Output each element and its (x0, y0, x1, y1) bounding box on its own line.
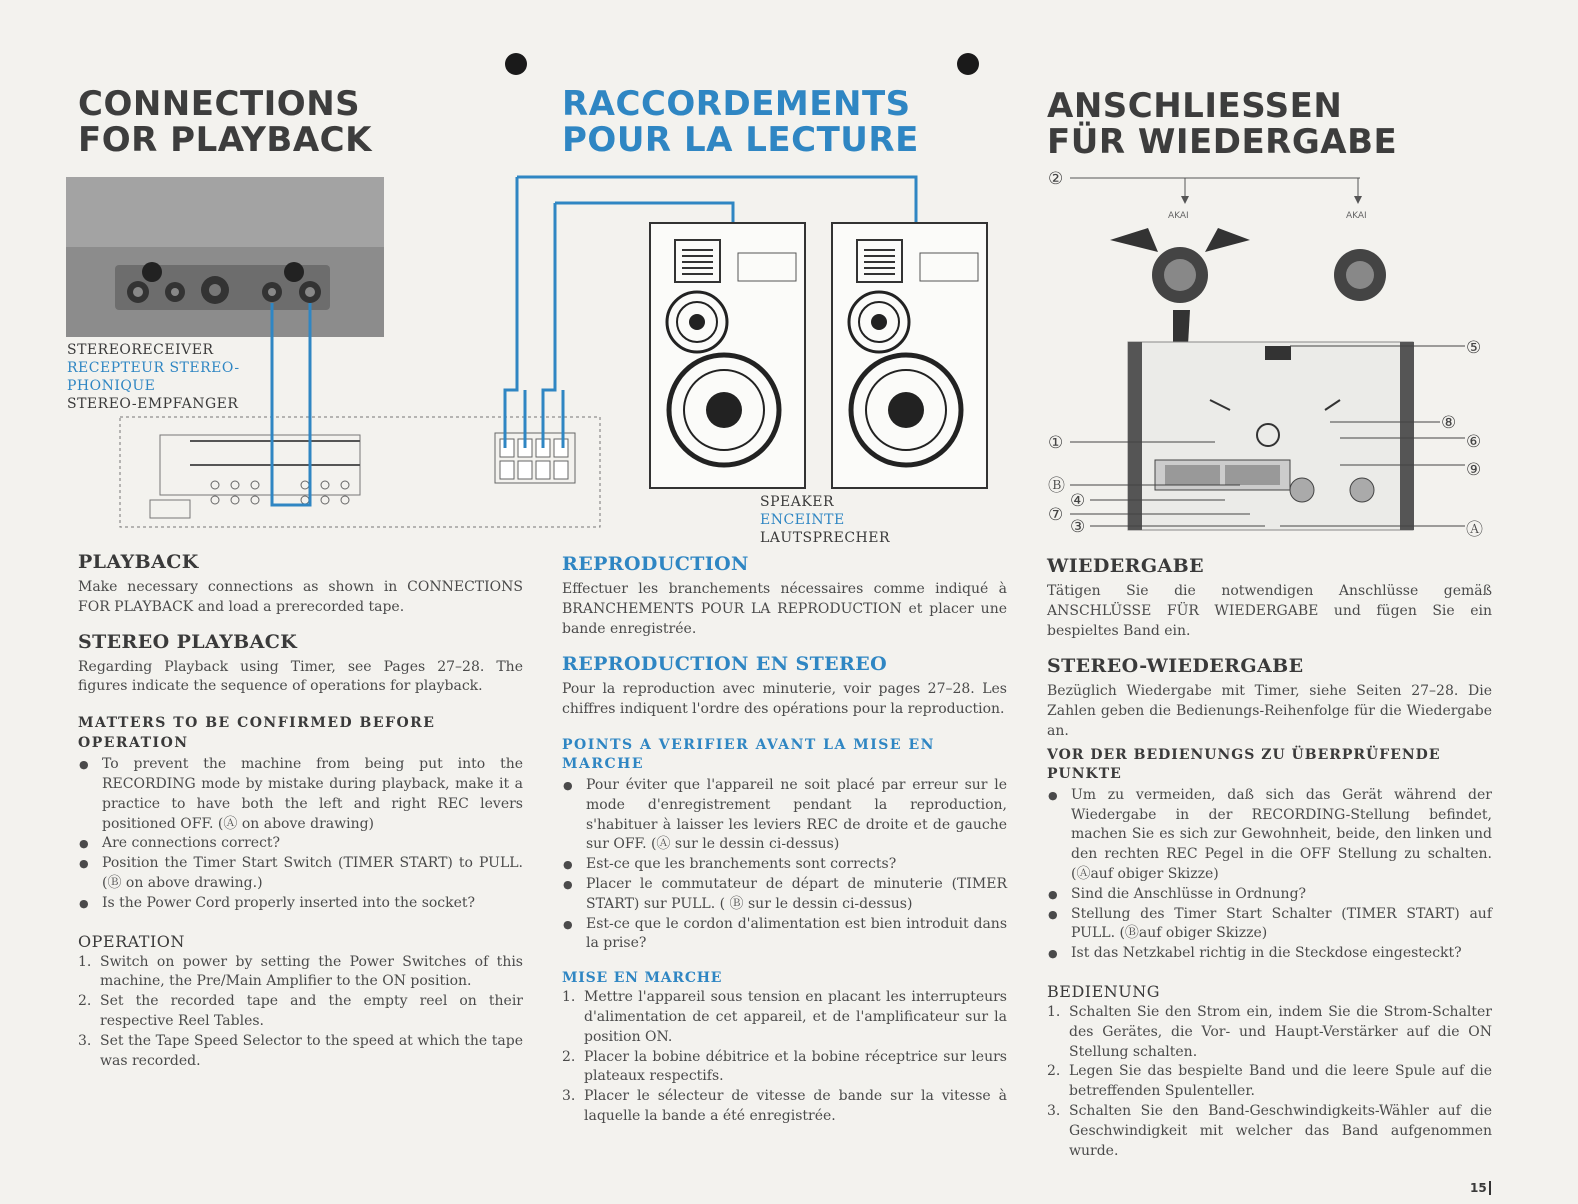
list-item: ● Are connections correct? (78, 834, 523, 854)
svg-text:⑥: ⑥ (1466, 432, 1482, 452)
svg-text:AKAI: AKAI (1346, 211, 1367, 221)
svg-text:③: ③ (1070, 517, 1086, 537)
paragraph: Regarding Playback using Timer, see Pages 27–28. The figures indicate the sequence of operations for playback. (78, 658, 523, 695)
page-number: 15 (1470, 1181, 1491, 1195)
checklist (1047, 786, 1492, 964)
list-item: ● Position the Timer Start Switch (TIMER START) to PULL. (Ⓑ on above drawing.) (78, 854, 523, 894)
list-item: ● Ist das Netzkabel richtig in die Steckdose eingesteckt? (1047, 944, 1492, 964)
list-item: ● Pour éviter que l'appareil ne soit placé par erreur sur le mode d'enregistrement pendant la reproduction, s'habituer à laisser les leviers REC de droite et de gauche sur OFF. (Ⓐ sur le dessin ci-dessus) (562, 776, 1007, 855)
svg-text:⑧: ⑧ (1441, 413, 1457, 433)
subsection-heading: VOR DER BEDIENUNGS ZU ÜBERPRÜFENDE PUNKTE (1047, 746, 1441, 782)
list-item: ● Is the Power Cord properly inserted into the socket? (78, 894, 523, 914)
svg-text:Ⓑ: Ⓑ (1048, 476, 1065, 496)
svg-text:④: ④ (1070, 491, 1086, 511)
title-german: ANSCHLIESSEN FÜR WIEDERGABE (1047, 86, 1398, 162)
checklist (562, 776, 1007, 954)
svg-text:②: ② (1048, 169, 1064, 189)
tape-deck-diagram (1040, 160, 1500, 550)
list-item: 3. Set the Tape Speed Selector to the speed at which the tape was recorded. (78, 1032, 523, 1069)
binder-hole-left (505, 53, 527, 75)
list-item: 1. Mettre l'appareil sous tension en placant les interrupteurs d'alimentation de cet appareil, et de l'amplificateur sur la position ON. (562, 989, 1007, 1045)
checklist (78, 755, 523, 913)
paragraph: Tätigen Sie die notwendigen Anschlüsse gemäß ANSCHLÜSSE FÜR WIEDERGABE und fügen Sie ein bespieltes Band ein. (1047, 583, 1492, 639)
paragraph: Make necessary connections as shown in CONNECTIONS FOR PLAYBACK and load a prerecorded tape. (78, 579, 523, 615)
title-english: CONNECTIONS FOR PLAYBACK (78, 84, 372, 160)
subsection-heading: BEDIENUNG (1047, 981, 1161, 1001)
list-item: 2. Legen Sie das bespielte Band und die leere Spule auf die betreffenden Spulenteller. (1047, 1063, 1492, 1100)
title-french: RACCORDEMENTS POUR LA LECTURE (562, 84, 919, 160)
list-item: 1. Switch on power by setting the Power Switches of this machine, the Pre/Main Amplifier to the ON position. (78, 953, 523, 990)
english-column (78, 551, 523, 1071)
list-item: 3. Schalten Sie den Band-Geschwindigkeits-Wähler auf die Geschwindigkeit mit welcher das Band aufgenommen wurde. (1047, 1102, 1492, 1159)
section-heading: WIEDERGABE (1047, 555, 1204, 577)
steps-list (562, 988, 1007, 1127)
speaker-caption: SPEAKER ENCEINTE LAUTSPRECHER (760, 494, 890, 546)
subsection-heading: OPERATION (78, 931, 185, 951)
paragraph: Pour la reproduction avec minuterie, voir pages 27–28. Les chiffres indiquent l'ordre des opérations pour la reproduction. (562, 681, 1007, 718)
steps-list (1047, 1003, 1492, 1161)
svg-text:⑤: ⑤ (1466, 338, 1482, 358)
list-item: ● Stellung des Timer Start Schalter (TIMER START) auf PULL. (Ⓑauf obiger Skizze) (1047, 905, 1492, 945)
paragraph: Bezüglich Wiedergabe mit Timer, siehe Seiten 27–28. Die Zahlen geben die Bedienungs-Reihenfolge für die Wiedergabe an. (1047, 683, 1492, 739)
subsection-heading: MISE EN MARCHE (562, 970, 723, 987)
list-item: ● To prevent the machine from being put into the RECORDING mode by mistake during playback, make it a practice to have both the left and right REC levers positioned OFF. (Ⓐ on above drawing) (78, 755, 523, 834)
section-heading: STEREO-WIEDERGABE (1047, 655, 1304, 678)
list-item: 3. Placer le sélecteur de vitesse de bande sur la vitesse à laquelle la bande a été enregistrée. (562, 1088, 1007, 1124)
svg-text:⑨: ⑨ (1466, 460, 1482, 480)
list-item: ● Um zu vermeiden, daß sich das Gerät während der Wiedergabe in der RECORDING-Stellung befindet, machen Sie es sich zur Gewohnheit, beide, den linken und den rechten REC Pegel in die OFF Stellung zu schalten. (Ⓐauf obiger Skizze) (1047, 786, 1492, 885)
list-item: 2. Set the recorded tape and the empty reel on their respective Reel Tables. (78, 993, 523, 1029)
receiver-caption: STEREORECEIVER RECEPTEUR STEREO- PHONIQUE STEREO-EMPFANGER (67, 342, 240, 412)
paragraph: Effectuer les branchements nécessaires comme indiqué à BRANCHEMENTS POUR LA REPRODUCTION et placer une bande enregistrée. (562, 581, 1007, 637)
section-heading: STEREO PLAYBACK (78, 630, 298, 653)
german-column (1047, 555, 1492, 1161)
svg-text:AKAI: AKAI (1168, 211, 1189, 221)
section-heading: REPRODUCTION EN STEREO (562, 653, 888, 676)
list-item: 2. Placer la bobine débitrice et la bobine réceptrice sur leurs plateaux respectifs. (562, 1048, 1007, 1085)
list-item: ● Est-ce que le cordon d'alimentation est bien introduit dans la prise? (562, 915, 1007, 955)
svg-text:⑦: ⑦ (1048, 505, 1064, 525)
subsection-heading: POINTS A VERIFIER AVANT LA MISE EN MARCHE (562, 736, 935, 772)
speaker-right (832, 223, 987, 488)
list-item: ● Est-ce que les branchements sont corrects? (562, 855, 1007, 875)
french-column (562, 553, 1007, 1127)
section-heading: REPRODUCTION (562, 553, 749, 575)
section-heading: PLAYBACK (78, 551, 199, 573)
list-item: ● Sind die Anschlüsse in Ordnung? (1047, 885, 1492, 905)
list-item: ● Placer le commutateur de départ de minuterie (TIMER START) sur PULL. ( Ⓑ sur le dessin ci-dessus) (562, 875, 1007, 915)
subsection-heading: MATTERS TO BE CONFIRMED BEFORE OPERATION (78, 715, 436, 752)
binder-hole-right (957, 53, 979, 75)
list-item: 1. Schalten Sie den Strom ein, indem Sie die Strom-Schalter des Gerätes, die Vor- und Haupt-Verstärker auf die ON Stellung schalten. (1047, 1003, 1492, 1060)
speaker-left (650, 223, 805, 488)
svg-text:①: ① (1048, 433, 1064, 453)
svg-text:Ⓐ: Ⓐ (1466, 520, 1483, 540)
steps-list (78, 953, 523, 1072)
